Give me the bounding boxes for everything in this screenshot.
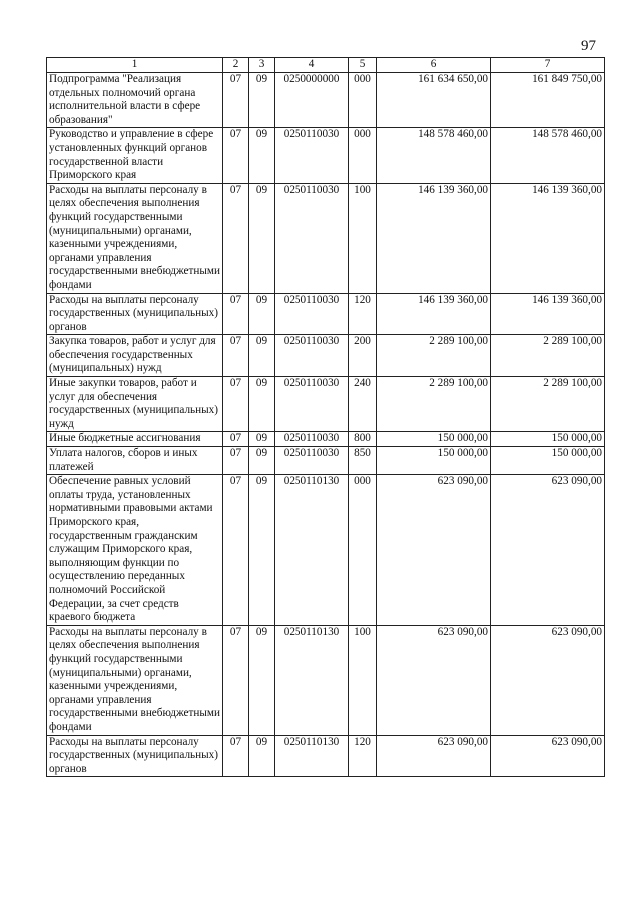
table-row (47, 183, 605, 293)
header-row (47, 58, 605, 73)
row-amount-col6: 146 139 360,00 (377, 183, 491, 293)
row-subsection-code: 09 (249, 73, 275, 128)
row-target-article-code: 0250110030 (275, 432, 349, 447)
row-expense-type-code: 000 (349, 475, 377, 626)
table-row (47, 735, 605, 777)
row-expense-type-code: 000 (349, 128, 377, 183)
table-body (47, 73, 605, 777)
row-section-code: 07 (223, 183, 249, 293)
row-name: Расходы на выплаты персоналу в целях обеспечения выполнения функций государственными (муниципальными) органами, казенными учреждениями, органами управления государственными внебюджетными фондами (47, 625, 223, 735)
budget-table (46, 57, 605, 777)
row-expense-type-code: 240 (349, 377, 377, 432)
row-section-code: 07 (223, 73, 249, 128)
row-name: Обеспечение равных условий оплаты труда, установленных нормативными правовыми актами Приморского края, государственным гражданским служащим Приморского края, выполняющим функции по осуществлению переданных полномочий Российской Федерации, за счет средств краевого бюджета (47, 475, 223, 626)
header-cell-6: 6 (377, 58, 491, 73)
row-name: Иные закупки товаров, работ и услуг для обеспечения государственных (муниципальных) нужд (47, 377, 223, 432)
row-subsection-code: 09 (249, 432, 275, 447)
row-expense-type-code: 850 (349, 447, 377, 475)
row-amount-col6: 623 090,00 (377, 475, 491, 626)
row-name: Расходы на выплаты персоналу государственных (муниципальных) органов (47, 735, 223, 777)
row-expense-type-code: 000 (349, 73, 377, 128)
row-target-article-code: 0250110130 (275, 735, 349, 777)
row-target-article-code: 0250110030 (275, 183, 349, 293)
row-target-article-code: 0250110130 (275, 625, 349, 735)
row-subsection-code: 09 (249, 735, 275, 777)
row-amount-col6: 161 634 650,00 (377, 73, 491, 128)
row-expense-type-code: 800 (349, 432, 377, 447)
row-amount-col7: 623 090,00 (491, 475, 605, 626)
row-subsection-code: 09 (249, 183, 275, 293)
table-row (47, 128, 605, 183)
table-row (47, 625, 605, 735)
table-row (47, 475, 605, 626)
row-expense-type-code: 100 (349, 183, 377, 293)
row-amount-col6: 2 289 100,00 (377, 377, 491, 432)
row-amount-col7: 150 000,00 (491, 447, 605, 475)
row-amount-col7: 623 090,00 (491, 625, 605, 735)
row-amount-col7: 623 090,00 (491, 735, 605, 777)
row-target-article-code: 0250110030 (275, 335, 349, 377)
row-amount-col7: 161 849 750,00 (491, 73, 605, 128)
table-row (47, 335, 605, 377)
row-section-code: 07 (223, 432, 249, 447)
row-name: Иные бюджетные ассигнования (47, 432, 223, 447)
table-header (47, 58, 605, 73)
row-name: Расходы на выплаты персоналу государственных (муниципальных) органов (47, 293, 223, 335)
row-section-code: 07 (223, 128, 249, 183)
row-expense-type-code: 120 (349, 735, 377, 777)
row-expense-type-code: 200 (349, 335, 377, 377)
row-amount-col6: 150 000,00 (377, 447, 491, 475)
row-target-article-code: 0250110030 (275, 293, 349, 335)
table-row (47, 432, 605, 447)
header-cell-3: 3 (249, 58, 275, 73)
row-section-code: 07 (223, 625, 249, 735)
row-name: Закупка товаров, работ и услуг для обеспечения государственных (муниципальных) нужд (47, 335, 223, 377)
row-section-code: 07 (223, 377, 249, 432)
row-amount-col7: 2 289 100,00 (491, 335, 605, 377)
row-subsection-code: 09 (249, 128, 275, 183)
header-cell-4: 4 (275, 58, 349, 73)
row-amount-col6: 146 139 360,00 (377, 293, 491, 335)
row-amount-col7: 148 578 460,00 (491, 128, 605, 183)
header-cell-1: 1 (47, 58, 223, 73)
header-cell-2: 2 (223, 58, 249, 73)
row-name: Подпрограмма "Реализация отдельных полномочий органа исполнительной власти в сфере образования" (47, 73, 223, 128)
table-row (47, 447, 605, 475)
header-cell-5: 5 (349, 58, 377, 73)
row-section-code: 07 (223, 293, 249, 335)
row-amount-col6: 2 289 100,00 (377, 335, 491, 377)
row-target-article-code: 0250000000 (275, 73, 349, 128)
row-section-code: 07 (223, 735, 249, 777)
row-name: Руководство и управление в сфере установленных функций органов государственной власти Приморского края (47, 128, 223, 183)
row-amount-col7: 2 289 100,00 (491, 377, 605, 432)
row-section-code: 07 (223, 335, 249, 377)
row-target-article-code: 0250110030 (275, 128, 349, 183)
row-amount-col6: 623 090,00 (377, 735, 491, 777)
row-amount-col7: 150 000,00 (491, 432, 605, 447)
row-target-article-code: 0250110030 (275, 377, 349, 432)
row-amount-col7: 146 139 360,00 (491, 293, 605, 335)
table-row (47, 293, 605, 335)
row-name: Расходы на выплаты персоналу в целях обеспечения выполнения функций государственными (муниципальными) органами, казенными учреждениями, органами управления государственными внебюджетными фондами (47, 183, 223, 293)
row-amount-col6: 150 000,00 (377, 432, 491, 447)
row-target-article-code: 0250110030 (275, 447, 349, 475)
row-subsection-code: 09 (249, 447, 275, 475)
table-row (47, 377, 605, 432)
row-amount-col7: 146 139 360,00 (491, 183, 605, 293)
row-amount-col6: 148 578 460,00 (377, 128, 491, 183)
row-amount-col6: 623 090,00 (377, 625, 491, 735)
row-expense-type-code: 100 (349, 625, 377, 735)
row-subsection-code: 09 (249, 625, 275, 735)
row-subsection-code: 09 (249, 475, 275, 626)
row-subsection-code: 09 (249, 293, 275, 335)
row-subsection-code: 09 (249, 335, 275, 377)
row-section-code: 07 (223, 475, 249, 626)
row-section-code: 07 (223, 447, 249, 475)
row-name: Уплата налогов, сборов и иных платежей (47, 447, 223, 475)
row-subsection-code: 09 (249, 377, 275, 432)
row-expense-type-code: 120 (349, 293, 377, 335)
page-number: 97 (581, 38, 596, 54)
header-cell-7: 7 (491, 58, 605, 73)
row-target-article-code: 0250110130 (275, 475, 349, 626)
table-row (47, 73, 605, 128)
